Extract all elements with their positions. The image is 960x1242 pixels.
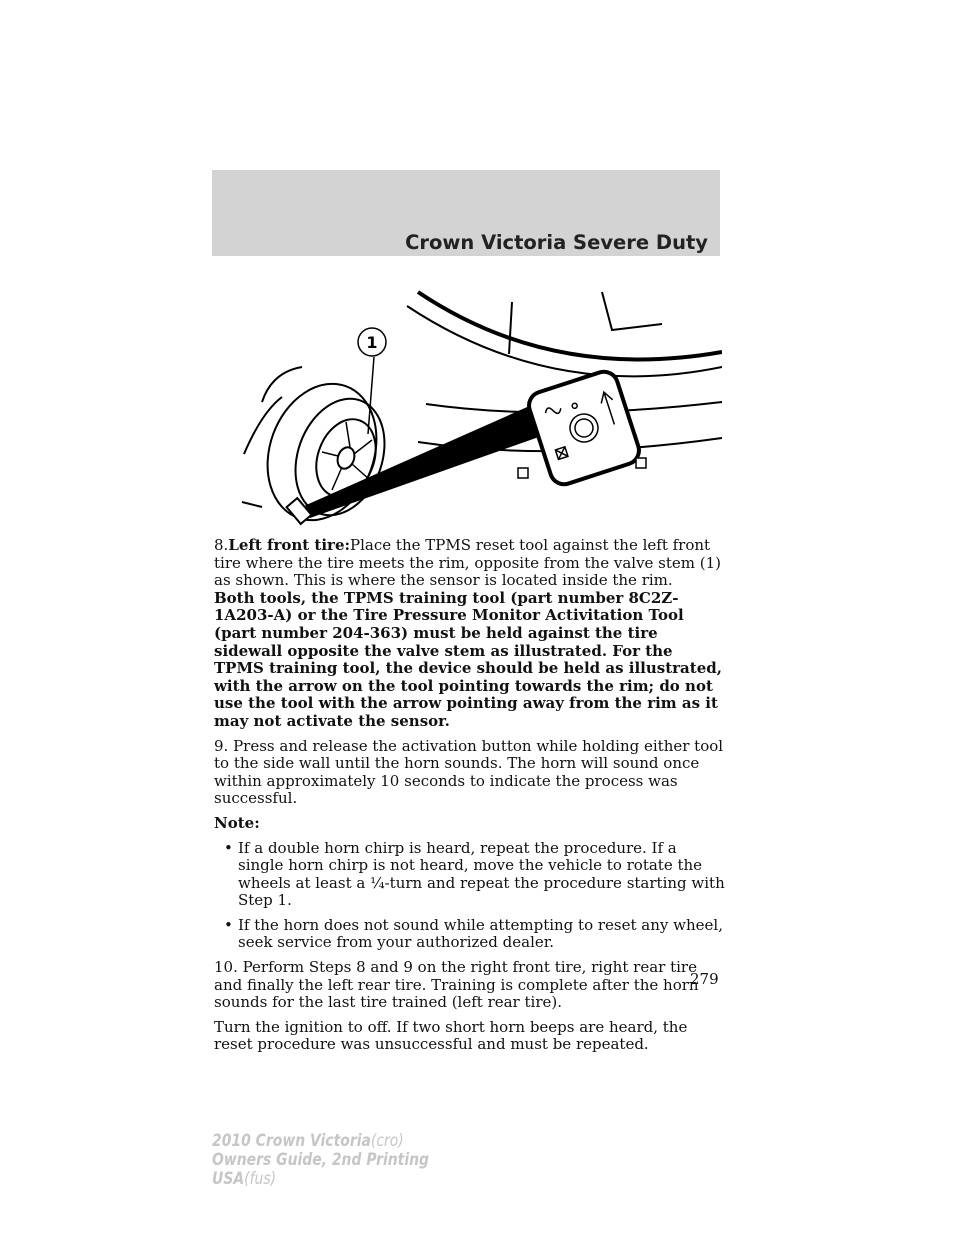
step-8: 8.Left front tire:Place the TPMS reset tool against the left front tire where the tire meets the rim, opposite from the valve stem (1) as shown. This is where the sensor is located inside the rim.	[214, 536, 722, 590]
step-10: 10. Perform Steps 8 and 9 on the right front tire, right rear tire and finally the left rear tire. Training is complete after the horn sounds for the last tire trained (left rear tire).	[214, 958, 699, 1012]
bullet-dot: •	[224, 838, 233, 857]
final-paragraph: Turn the ignition to off. If two short horn beeps are heard, the reset procedure was unsuccessful and must be repeated.	[214, 1017, 688, 1054]
bullet-dot: •	[224, 915, 233, 934]
bullet-item: • If the horn does not sound while attempting to reset any wheel, seek service from your authorized dealer.	[224, 915, 723, 952]
bullet-item: • If a double horn chirp is heard, repeat the procedure. If a single horn chirp is not heard, move the vehicle to rotate the wheels at least a ¼-turn and repeat the procedure starting with Step 1.	[224, 838, 725, 910]
note-label: Note:	[214, 813, 260, 832]
footer-imprint: 2010 Crown Victoria(cro) Owners Guide, 2nd Printing USA(fus)	[212, 1131, 430, 1189]
step-9: 9. Press and release the activation button while holding either tool to the side wall until the horn sounds. The horn will sound once within approximately 10 seconds to indicate the process was successful.	[214, 736, 724, 808]
callout-label: 1	[366, 333, 378, 352]
instructions-text	[214, 537, 726, 1061]
warning-paragraph: Both tools, the TPMS training tool (part number 8C2Z-1A203-A) or the Tire Pressure Monitor Activitation Tool (part number 204-363) must be held against the tire sidewall opposite the valve stem as illustrated. For the TPMS training tool, the device should be held as illustrated, with the arrow on the tool pointing towards the rim; do not use the tool with the arrow pointing away from the rim as it may not activate the sensor.	[214, 588, 722, 730]
tpms-tool-illustration	[222, 262, 722, 528]
header-band	[212, 170, 720, 256]
page-header-title: Crown Victoria Severe Duty	[405, 231, 708, 254]
page-number: 279	[690, 970, 719, 988]
